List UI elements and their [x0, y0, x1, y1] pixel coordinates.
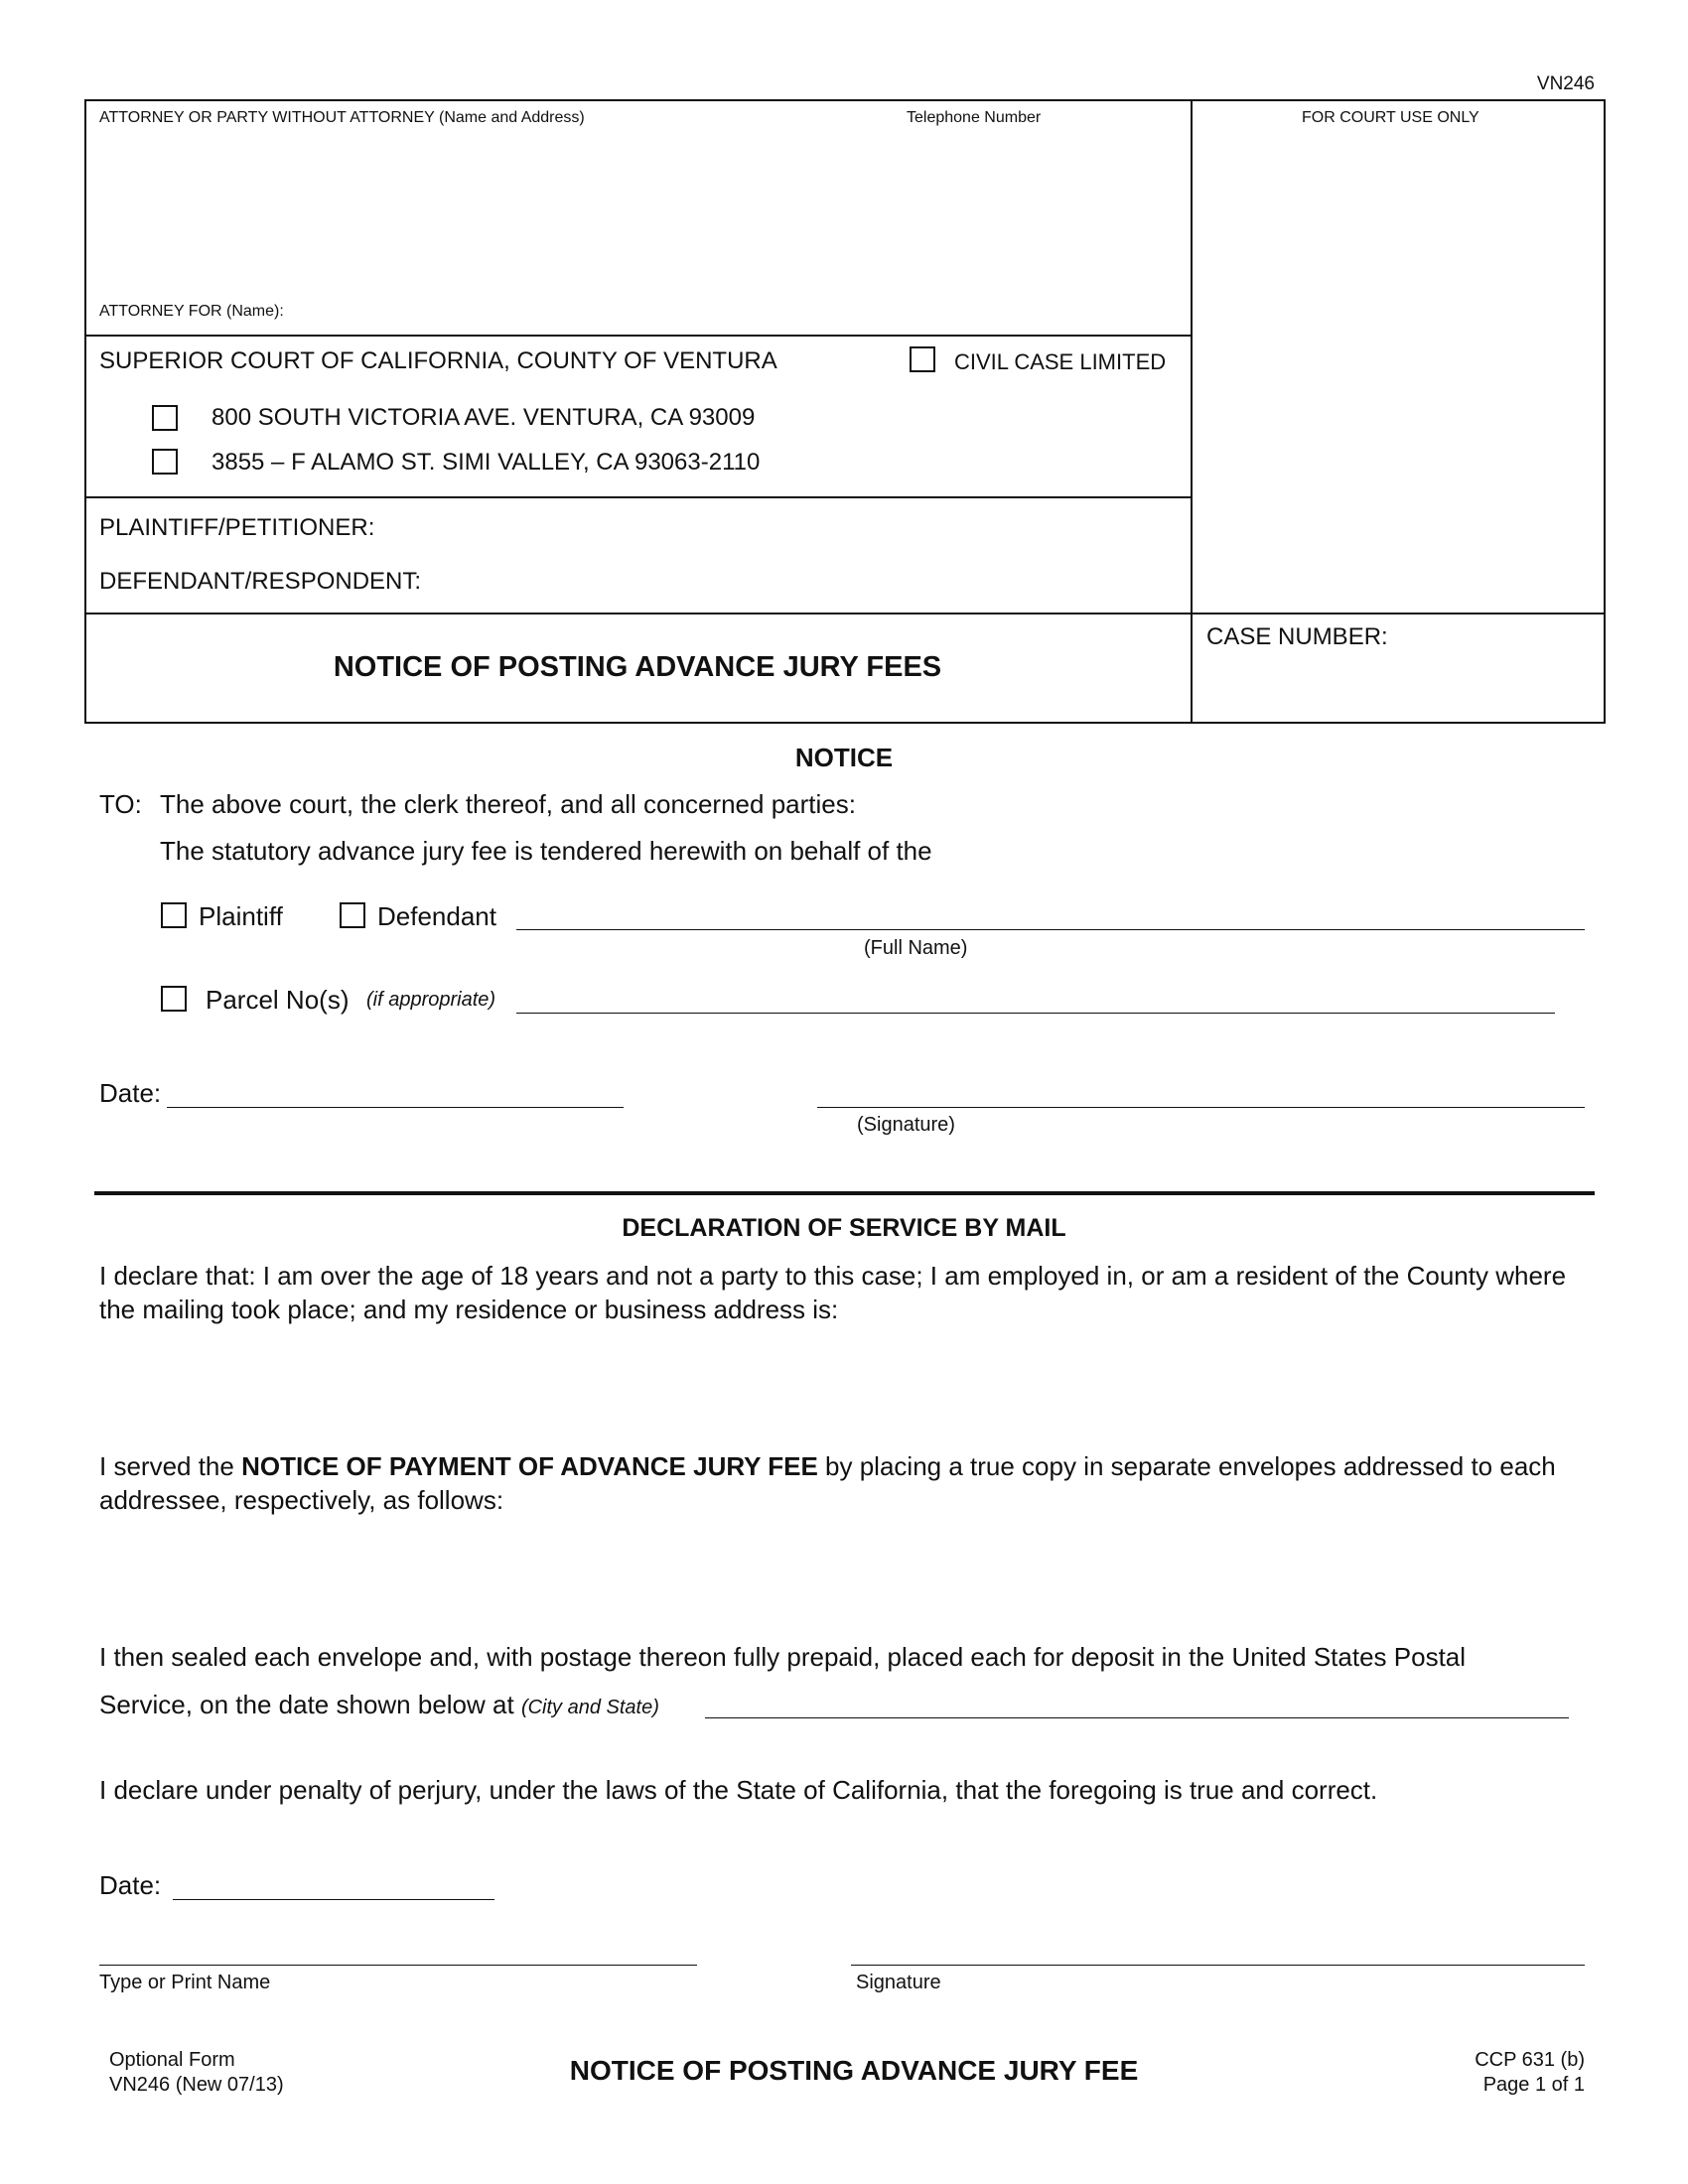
defendant-option-label: Defendant [377, 901, 496, 931]
parcel-label: Parcel No(s) [206, 985, 350, 1015]
caption-rule-1 [84, 335, 1191, 337]
civil-case-limited-label: CIVIL CASE LIMITED [954, 349, 1167, 374]
ventura-address: 800 SOUTH VICTORIA AVE. VENTURA, CA 93009 [211, 404, 756, 431]
footer-form-version: VN246 (New 07/13) [109, 2074, 284, 2096]
para3-line1: I then sealed each envelope and, with postage thereon fully prepaid, placed each for deposit in the United States Postal [99, 1642, 1467, 1672]
form-title: NOTICE OF POSTING ADVANCE JURY FEES [333, 651, 942, 683]
statement-text: The statutory advance jury fee is tendered herewith on behalf of the [160, 836, 932, 866]
simi-valley-address-checkbox[interactable] [152, 449, 178, 475]
full-name-line[interactable] [516, 929, 1585, 930]
notice-signature-line[interactable] [817, 1107, 1585, 1108]
attorney-label: ATTORNEY OR PARTY WITHOUT ATTORNEY (Name and Address) [99, 109, 585, 126]
perjury-statement: I declare under penalty of perjury, under the laws of the State of California, that the foregoing is true and correct. [99, 1775, 1378, 1805]
declaration-para1: I declare that: I am over the age of 18 years and not a party to this case; I am employed in, or am a resident of the County where the mailing took place; and my residence or business address is: [99, 1261, 1567, 1324]
footer-title: NOTICE OF POSTING ADVANCE JURY FEE [569, 2055, 1139, 2086]
ventura-address-checkbox[interactable] [152, 405, 178, 431]
para2-bold: NOTICE OF PAYMENT OF ADVANCE JURY FEE [241, 1451, 818, 1481]
declaration-date-line[interactable] [173, 1899, 494, 1900]
footer-page: Page 1 of 1 [1482, 2074, 1585, 2096]
declarant-address-field[interactable] [99, 1335, 1589, 1444]
print-name-line[interactable] [99, 1965, 697, 1966]
attorney-name-address-field[interactable] [99, 134, 1172, 298]
court-use-label: FOR COURT USE ONLY [1302, 109, 1479, 126]
caption-rule-3 [84, 613, 1606, 614]
plaintiff-option-label: Plaintiff [199, 901, 283, 931]
section-divider [94, 1191, 1595, 1195]
caption-divider [1191, 99, 1193, 724]
notice-signature-caption: (Signature) [857, 1114, 955, 1136]
para3-line2 [99, 1688, 659, 1724]
declaration-signature-line[interactable] [851, 1965, 1585, 1966]
caption-rule-2 [84, 496, 1191, 498]
parcel-number-line[interactable] [516, 1013, 1555, 1014]
plaintiff-checkbox[interactable] [161, 902, 187, 928]
to-text: The above court, the clerk thereof, and all concerned parties: [160, 789, 856, 819]
declaration-date-label: Date: [99, 1870, 162, 1900]
form-id: VN246 [1536, 73, 1595, 94]
plaintiff-label: PLAINTIFF/PETITIONER: [99, 514, 375, 541]
parcel-checkbox[interactable] [161, 986, 187, 1012]
notice-date-label: Date: [99, 1078, 162, 1108]
declaration-signature-caption: Signature [856, 1972, 941, 1993]
para2-suffix: by placing a true copy in separate envelopes addressed to each addressee, respectively, as follows: [99, 1451, 1556, 1515]
notice-date-line[interactable] [167, 1107, 624, 1108]
footer-code: CCP 631 (b) [1475, 2049, 1585, 2071]
para3-line2-text: Service, on the date shown below at [99, 1690, 521, 1719]
telephone-label: Telephone Number [907, 109, 1042, 126]
para2-prefix: I served the [99, 1451, 242, 1481]
city-state-hint: (City and State) [520, 1697, 659, 1718]
print-name-caption: Type or Print Name [99, 1972, 271, 1993]
case-number-label: CASE NUMBER: [1206, 623, 1388, 650]
declaration-heading: DECLARATION OF SERVICE BY MAIL [622, 1214, 1066, 1242]
civil-case-limited-checkbox[interactable] [910, 346, 935, 372]
full-name-caption: (Full Name) [864, 937, 968, 959]
attorney-for-label: ATTORNEY FOR (Name): [99, 303, 284, 320]
simi-valley-address: 3855 – F ALAMO ST. SIMI VALLEY, CA 93063-2110 [211, 449, 761, 476]
city-state-line[interactable] [705, 1717, 1569, 1718]
to-label: TO: [99, 789, 142, 819]
notice-heading: NOTICE [794, 743, 894, 772]
parcel-hint: (if appropriate) [366, 989, 496, 1011]
defendant-label: DEFENDANT/RESPONDENT: [99, 568, 422, 595]
addressees-field[interactable] [99, 1529, 1589, 1638]
defendant-checkbox[interactable] [340, 902, 365, 928]
court-name: SUPERIOR COURT OF CALIFORNIA, COUNTY OF VENTURA [99, 347, 777, 374]
declaration-para2 [99, 1449, 1599, 1517]
footer-optional-form: Optional Form [109, 2049, 235, 2071]
